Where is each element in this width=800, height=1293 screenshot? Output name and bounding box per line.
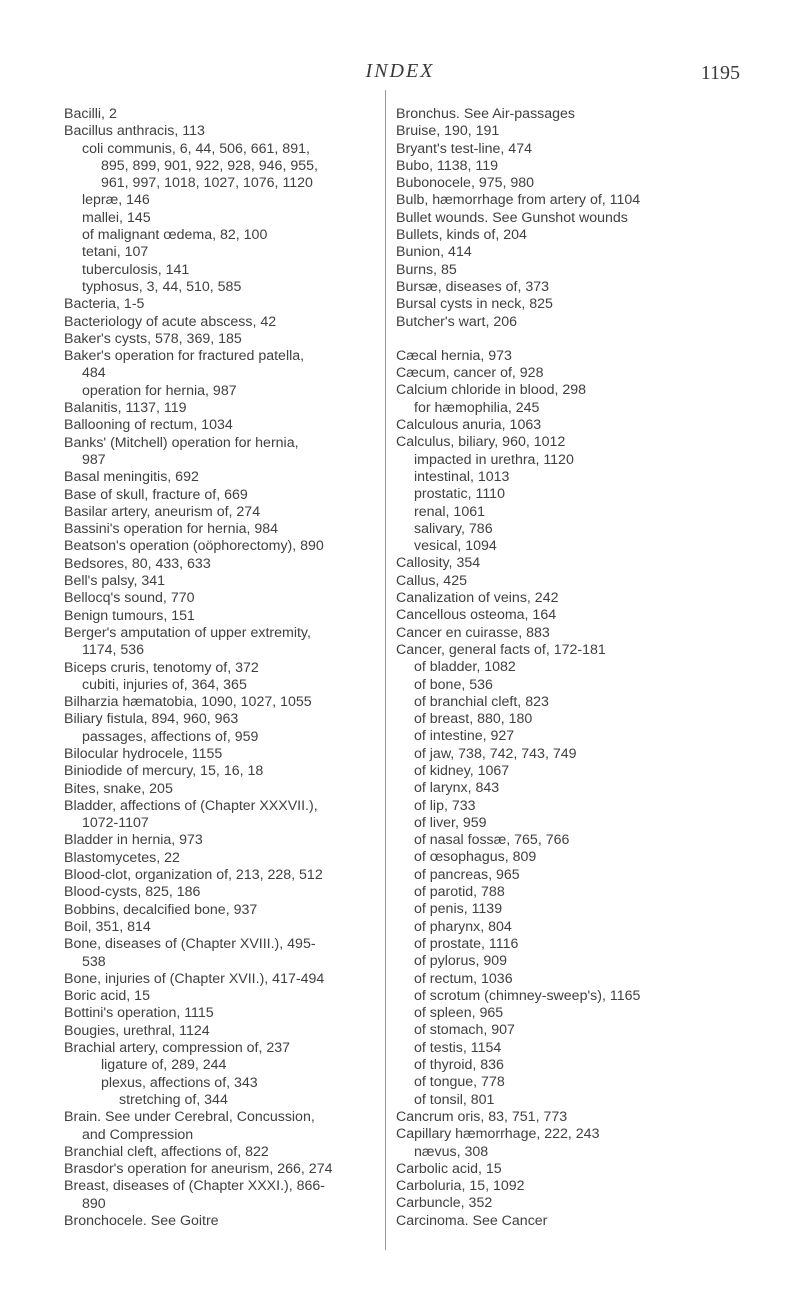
- index-subentry: of pancreas, 965: [414, 866, 520, 883]
- index-entry: Cæcal hernia, 973: [396, 347, 512, 364]
- index-entry: Boric acid, 15: [64, 988, 150, 1005]
- index-subentry: salivary, 786: [414, 520, 493, 537]
- index-subentry: 895, 899, 901, 922, 928, 946, 955,: [101, 157, 318, 174]
- index-subentry: 890: [82, 1195, 106, 1212]
- index-subentry: of kidney, 1067: [414, 762, 510, 779]
- index-entry: Bacteriology of acute abscess, 42: [64, 313, 277, 330]
- index-subentry: of testis, 1154: [414, 1039, 502, 1056]
- index-entry: Brachial artery, compression of, 237: [64, 1040, 291, 1057]
- index-entry: Berger's amputation of upper extremity,: [64, 624, 311, 641]
- index-subentry: of lip, 733: [414, 797, 476, 814]
- index-subentry: nævus, 308: [414, 1143, 489, 1160]
- index-entry: Bassini's operation for hernia, 984: [64, 521, 279, 538]
- index-entry: Breast, diseases of (Chapter XXXI.), 866-: [64, 1178, 326, 1195]
- index-column-right: [396, 106, 776, 1230]
- index-entry: Balanitis, 1137, 119: [64, 400, 187, 417]
- index-subentry: for hæmophilia, 245: [414, 399, 540, 416]
- index-entry: Brain. See under Cerebral, Concussion,: [64, 1109, 315, 1126]
- index-subentry: passages, affections of, 959: [82, 728, 259, 745]
- index-subentry: impacted in urethra, 1120: [414, 451, 574, 468]
- index-entry: Bacteria, 1-5: [64, 296, 145, 313]
- index-entry: Baker's cysts, 578, 369, 185: [64, 330, 242, 347]
- index-entry: Biniodide of mercury, 15, 16, 18: [64, 763, 264, 780]
- index-entry: Carboluria, 15, 1092: [396, 1178, 525, 1195]
- index-entry: Blood-clot, organization of, 213, 228, 512: [64, 867, 323, 884]
- index-entry: Bladder, affections of (Chapter XXXVII.),: [64, 797, 318, 814]
- index-subentry: and Compression: [82, 1126, 194, 1143]
- index-entry: Banks' (Mitchell) operation for hernia,: [64, 434, 299, 451]
- index-subentry: of larynx, 843: [414, 780, 500, 797]
- index-entry: Baker's operation for fractured patella,: [64, 348, 305, 365]
- index-entry: Branchial cleft, affections of, 822: [64, 1143, 269, 1160]
- index-subentry: intestinal, 1013: [414, 468, 510, 485]
- index-subentry: tetani, 107: [82, 244, 149, 261]
- index-entry: Beatson's operation (oöphorectomy), 890: [64, 538, 324, 555]
- index-subentry: renal, 1061: [414, 503, 485, 520]
- index-subentry: of bladder, 1082: [414, 659, 516, 676]
- index-entry: Bites, snake, 205: [64, 780, 173, 797]
- index-subentry: 1174, 536: [82, 642, 145, 659]
- index-entry: Bursæ, diseases of, 373: [396, 278, 549, 295]
- index-entry: Base of skull, fracture of, 669: [64, 486, 248, 503]
- index-entry: Bottini's operation, 1115: [64, 1005, 214, 1022]
- index-subentry: of prostate, 1116: [414, 935, 519, 952]
- index-entry: Calculous anuria, 1063: [396, 417, 542, 434]
- index-entry: Bruise, 190, 191: [396, 123, 500, 140]
- index-subentry: of malignant œdema, 82, 100: [82, 227, 268, 244]
- index-entry: Canalization of veins, 242: [396, 590, 559, 607]
- column-divider: [385, 90, 386, 1250]
- index-entry: Bronchocele. See Goitre: [64, 1213, 219, 1229]
- index-entry: Biceps cruris, tenotomy of, 372: [64, 659, 259, 676]
- index-entry: Bone, injuries of (Chapter XVII.), 417-494: [64, 970, 325, 987]
- index-entry: Callosity, 354: [396, 555, 481, 572]
- index-entry: Cæcum, cancer of, 928: [396, 365, 544, 382]
- index-subentry: of tonsil, 801: [414, 1091, 495, 1108]
- index-entry: Boil, 351, 814: [64, 918, 151, 935]
- index-subentry: of intestine, 927: [414, 728, 515, 745]
- index-entry: Bilharzia hæmatobia, 1090, 1027, 1055: [64, 694, 312, 711]
- index-subentry: of stomach, 907: [414, 1022, 515, 1039]
- index-entry: Brasdor's operation for aneurism, 266, 274: [64, 1161, 333, 1178]
- index-entry: Cancer, general facts of, 172-181: [396, 641, 606, 658]
- page-header: [0, 60, 800, 90]
- index-subentry: of bone, 536: [414, 676, 493, 693]
- index-entry: Benign tumours, 151: [64, 607, 195, 624]
- index-subentry: of penis, 1139: [414, 901, 503, 918]
- index-entry: Bedsores, 80, 433, 633: [64, 555, 211, 572]
- page-number: 1195: [700, 62, 740, 84]
- section-gap: [396, 331, 776, 348]
- index-entry: Bacillus anthracis, 113: [64, 123, 205, 140]
- index-entry: Carbolic acid, 15: [396, 1160, 502, 1177]
- index-entry: Carbuncle, 352: [396, 1195, 493, 1212]
- index-entry: Carcinoma. See Cancer: [396, 1212, 548, 1229]
- index-entry: Callus, 425: [396, 572, 467, 589]
- index-entry: Bunion, 414: [396, 244, 472, 261]
- index-entry: Bubo, 1138, 119: [396, 157, 499, 174]
- index-subentry: 484: [82, 365, 106, 382]
- index-subentry: of scrotum (chimney-sweep's), 1165: [414, 987, 641, 1004]
- index-entry: Basal meningitis, 692: [64, 469, 199, 486]
- index-entry: Burns, 85: [396, 261, 457, 278]
- index-entry: Bone, diseases of (Chapter XVIII.), 495-: [64, 936, 316, 953]
- index-entry: Bulb, hæmorrhage from artery of, 1104: [396, 192, 641, 209]
- index-entry: Bursal cysts in neck, 825: [396, 296, 553, 313]
- index-subentry: of branchial cleft, 823: [414, 693, 549, 710]
- index-subentry: of jaw, 738, 742, 743, 749: [414, 745, 577, 762]
- index-subentry: mallei, 145: [82, 209, 151, 226]
- index-subentry: plexus, affections of, 343: [101, 1074, 258, 1091]
- index-subentry: stretching of, 344: [119, 1091, 228, 1108]
- index-subentry: lepræ, 146: [82, 192, 150, 209]
- index-entry: Calculus, biliary, 960, 1012: [396, 434, 566, 451]
- index-entry: Bougies, urethral, 1124: [64, 1022, 210, 1039]
- index-subentry: 538: [82, 953, 106, 970]
- index-subentry: 987: [82, 451, 106, 468]
- index-subentry: of thyroid, 836: [414, 1057, 504, 1074]
- index-entry: Ballooning of rectum, 1034: [64, 417, 233, 434]
- running-head: INDEX: [365, 60, 435, 82]
- index-subentry: ligature of, 289, 244: [101, 1057, 227, 1074]
- index-column-left: [64, 106, 382, 1230]
- index-subentry: cubiti, injuries of, 364, 365: [82, 676, 247, 693]
- index-subentry: 1072-1107: [82, 815, 149, 832]
- index-subentry: typhosus, 3, 44, 510, 585: [82, 278, 242, 295]
- index-entry: Cancellous osteoma, 164: [396, 607, 557, 624]
- index-subentry: of rectum, 1036: [414, 970, 513, 987]
- index-subentry: vesical, 1094: [414, 538, 497, 555]
- index-entry: Bubonocele, 975, 980: [396, 175, 535, 192]
- index-subentry: of nasal fossæ, 765, 766: [414, 832, 570, 849]
- index-entry: Blood-cysts, 825, 186: [64, 884, 201, 901]
- index-subentry: 961, 997, 1018, 1027, 1076, 1120: [101, 175, 313, 192]
- index-entry: Bellocq's sound, 770: [64, 590, 195, 607]
- index-subentry: tuberculosis, 141: [82, 261, 190, 278]
- index-entry: Bronchus. See Air-passages: [396, 106, 576, 122]
- index-entry: Calcium chloride in blood, 298: [396, 382, 587, 399]
- index-subentry: operation for hernia, 987: [82, 382, 237, 399]
- index-entry: Capillary hæmorrhage, 222, 243: [396, 1126, 600, 1143]
- index-entry: Bryant's test-line, 474: [396, 140, 532, 157]
- index-subentry: of breast, 880, 180: [414, 711, 533, 728]
- index-entry: Bacilli, 2: [64, 106, 117, 122]
- index-subentry: of tongue, 778: [414, 1074, 505, 1091]
- index-entry: Bullet wounds. See Gunshot wounds: [396, 209, 628, 226]
- index-entry: Bullets, kinds of, 204: [396, 227, 527, 244]
- index-entry: Blastomycetes, 22: [64, 849, 180, 866]
- index-entry: Basilar artery, aneurism of, 274: [64, 503, 261, 520]
- index-subentry: of parotid, 788: [414, 884, 505, 901]
- index-subentry: prostatic, 1110: [414, 486, 505, 503]
- index-entry: Cancrum oris, 83, 751, 773: [396, 1108, 568, 1125]
- index-entry: Bobbins, decalcified bone, 937: [64, 901, 258, 918]
- index-subentry: of pharynx, 804: [414, 918, 512, 935]
- index-subentry: of œsophagus, 809: [414, 849, 537, 866]
- index-entry: Cancer en cuirasse, 883: [396, 624, 550, 641]
- index-entry: Biliary fistula, 894, 960, 963: [64, 711, 239, 728]
- index-subentry: of pylorus, 909: [414, 953, 508, 970]
- index-subentry: of spleen, 965: [414, 1005, 504, 1022]
- index-entry: Bell's palsy, 341: [64, 573, 166, 590]
- index-entry: Bladder in hernia, 973: [64, 832, 203, 849]
- index-entry: Butcher's wart, 206: [396, 313, 517, 330]
- index-entry: Bilocular hydrocele, 1155: [64, 745, 223, 762]
- index-subentry: coli communis, 6, 44, 506, 661, 891,: [82, 140, 310, 157]
- index-subentry: of liver, 959: [414, 814, 487, 831]
